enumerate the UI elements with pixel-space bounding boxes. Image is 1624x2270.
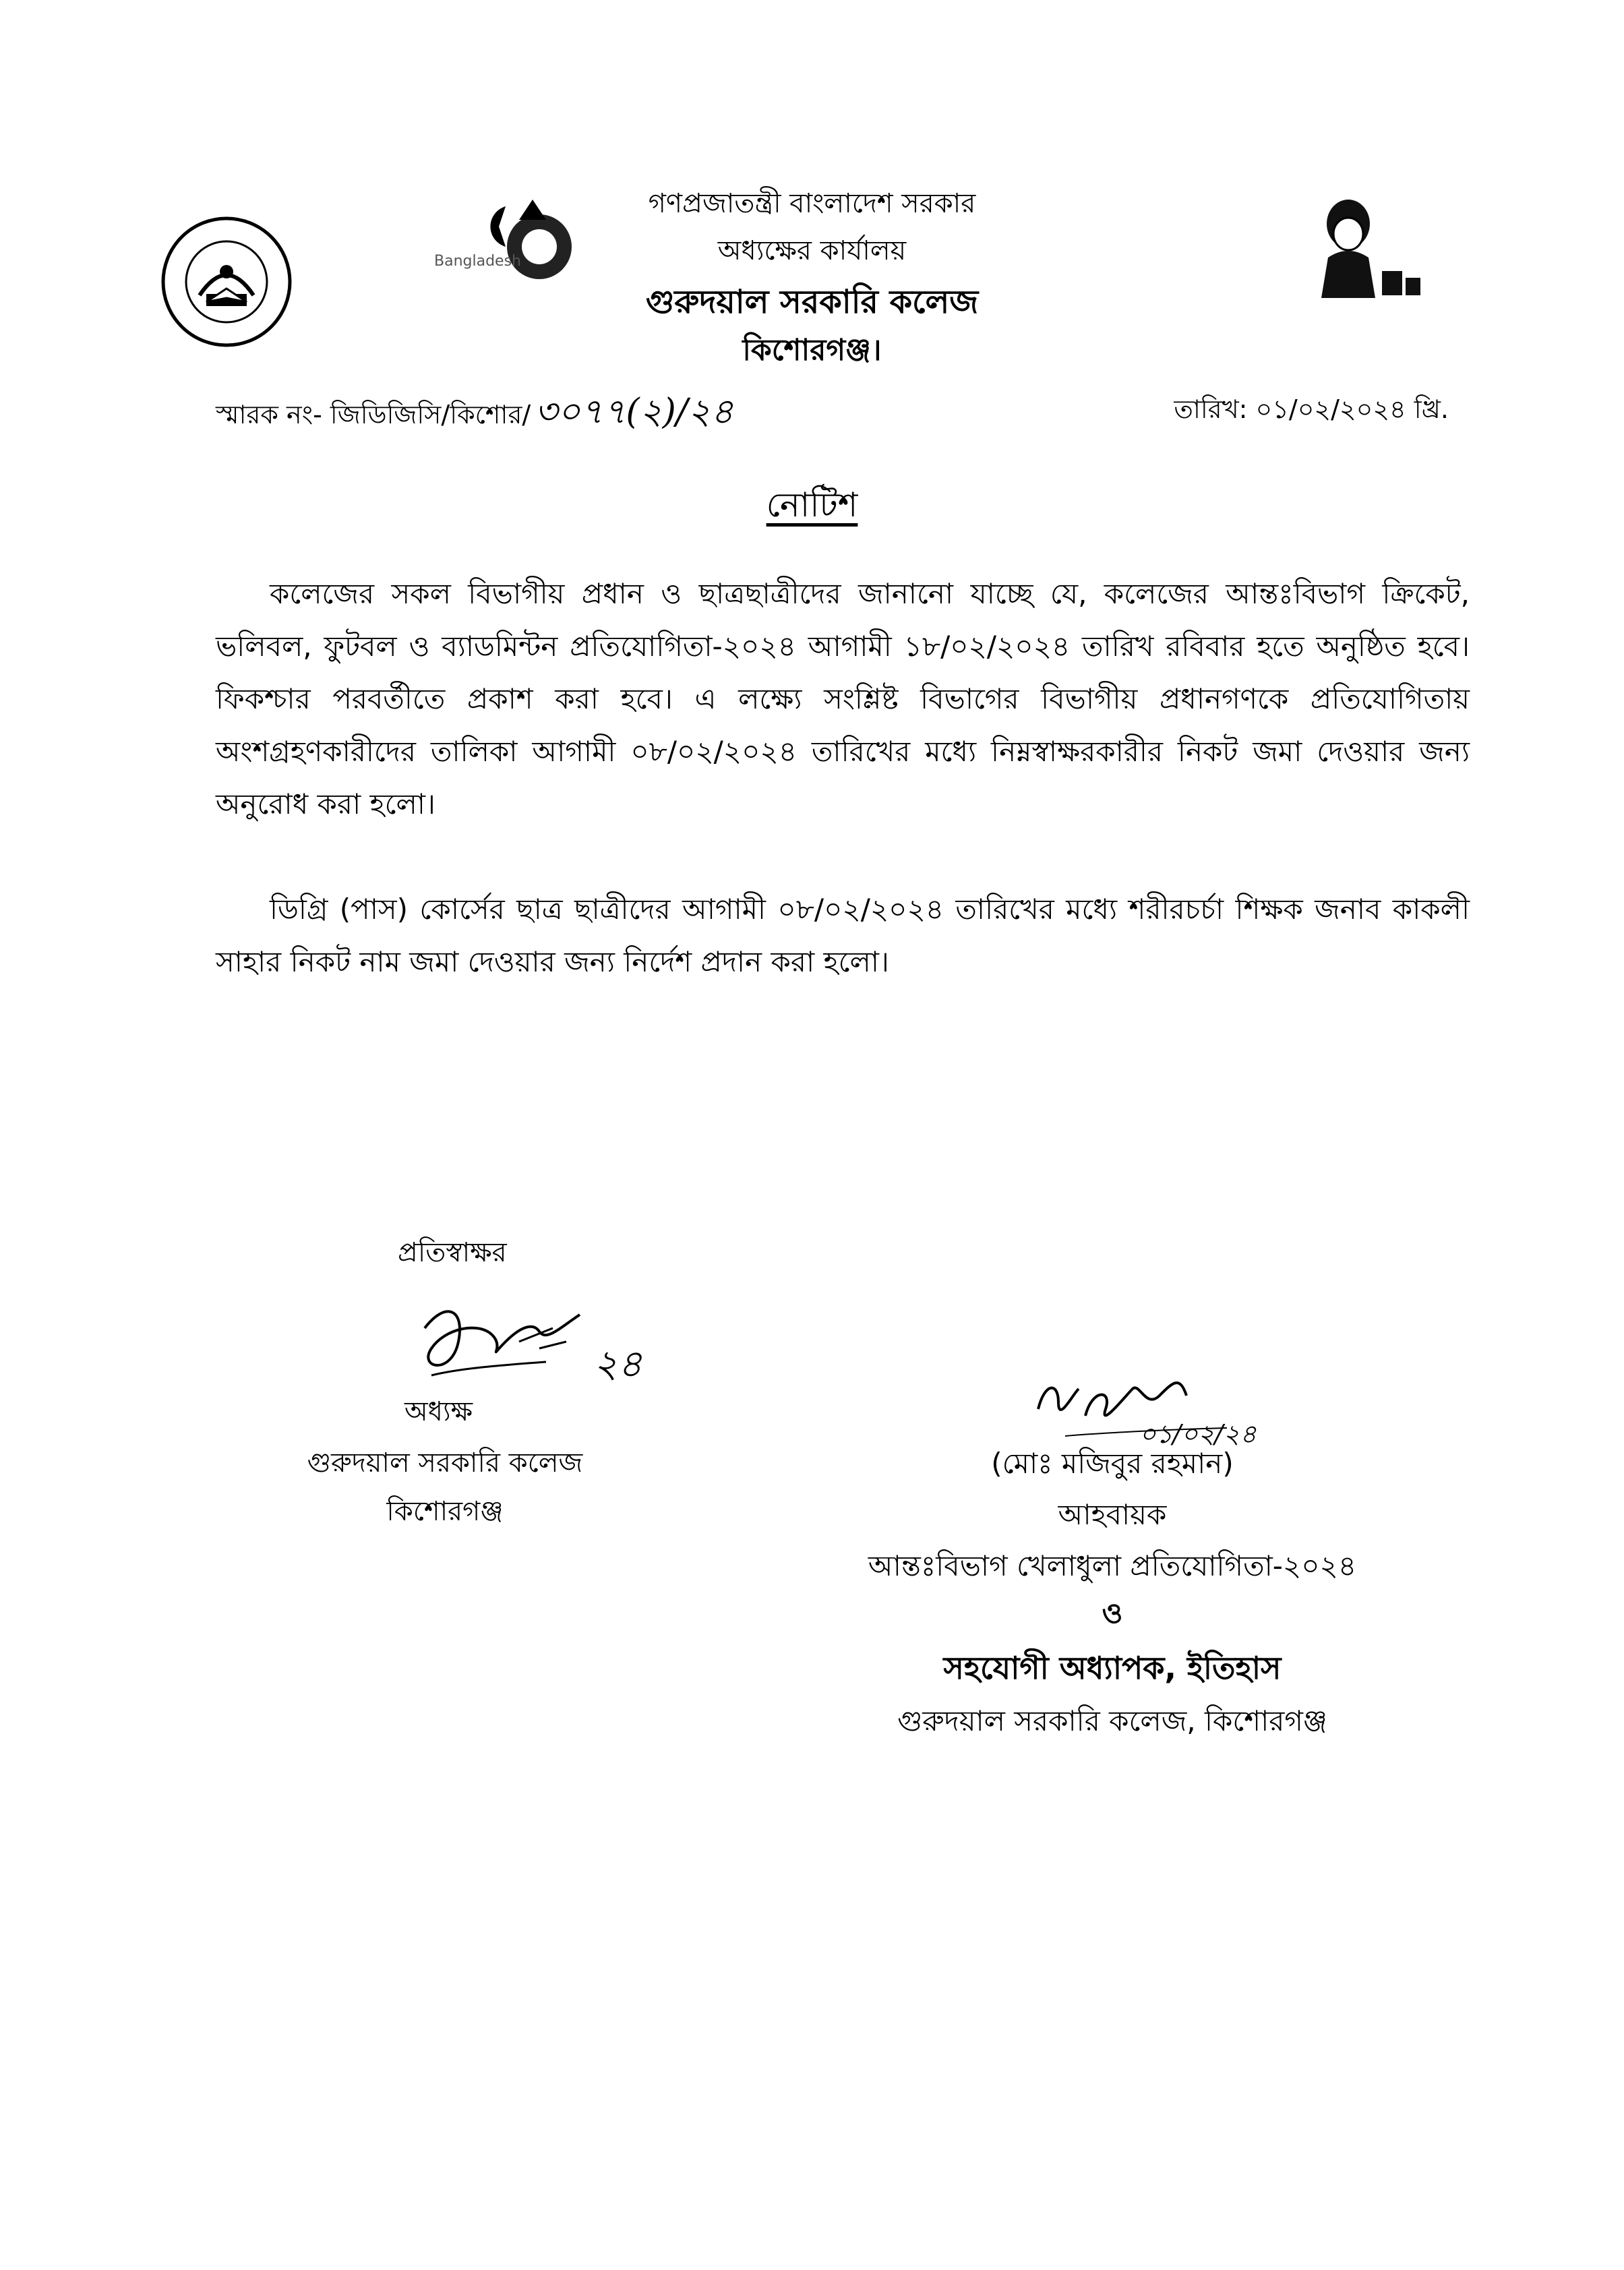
- memo-reference-prefix: স্মারক নং- জিডিজিসি/কিশোর/: [216, 400, 531, 429]
- notice-paragraph-2: [216, 883, 1470, 988]
- convener-institution: গুরুদয়াল সরকারি কলেজ, কিশোরগঞ্জ: [897, 1704, 1327, 1737]
- college-city: কিশোরগঞ্জ।: [742, 333, 882, 367]
- convener-designation: সহযোগী অধ্যাপক, ইতিহাস: [943, 1650, 1282, 1686]
- memo-date: তারিখ: ০১/০২/২০২৪ খ্রি.: [1174, 394, 1449, 424]
- memo-reference-handwritten: ৩০৭৭(২)/২৪: [535, 392, 733, 432]
- principal-city: কিশোরগঞ্জ: [386, 1496, 504, 1527]
- convener-name: (মোঃ মজিবুর রহমান): [991, 1447, 1234, 1480]
- principal-institution: গুরুদয়াল সরকারি কলেজ: [307, 1447, 583, 1479]
- notice-paragraph-1: [216, 568, 1470, 831]
- notice-paragraph-2-text: ডিগ্রি (পাস) কোর্সের ছাত্র ছাত্রীদের আগামী ০৮/০২/২০২৪ তারিখের মধ্যে শরীরচর্চা শিক্ষক জনাব কাকলী সাহার নিকট নাম জমা দেওয়ার জন্য নির্দেশ প্রদান করা হলো।: [216, 893, 1470, 978]
- office-name: অধ্যক্ষের কার্যালয়: [717, 235, 907, 266]
- principal-signature: [404, 1301, 647, 1402]
- conjunction: ও: [1102, 1596, 1123, 1630]
- notice-title-text: নোটিশ: [766, 485, 858, 525]
- government-name: গণপ্রজাতন্ত্রী বাংলাদেশ সরকার: [648, 188, 976, 219]
- countersign-label: প্রতিস্বাক্ষর: [398, 1237, 507, 1268]
- convener-signature-date: ০১/০২/২৪: [1139, 1419, 1257, 1449]
- logo-wordmark: Bangladesh: [434, 253, 521, 270]
- notice-title: [0, 480, 1624, 536]
- notice-paragraph-1-text: কলেজের সকল বিভাগীয় প্রধান ও ছাত্রছাত্রীদের জানানো যাচ্ছে যে, কলেজের আন্তঃবিভাগ ক্রিকেট, ভলিবল, ফুটবল ও ব্যাডমিন্টন প্রতিযোগিতা-২০২৪ আগামী ১৮/০২/২০২৪ তারিখ রবিবার হতে অনুষ্ঠিত হবে। ফিকশ্চার পরবর্তীতে প্রকাশ করা হবে। এ লক্ষ্যে সংশ্লিষ্ট বিভাগের বিভাগীয় প্রধানগণকে প্রতিযোগিতায় অংশগ্রহণকারীদের তালিকা আগামী ০৮/০২/২০২৪ তারিখের মধ্যে নিম্নস্বাক্ষরকারীর নিকট জমা দেওয়ার জন্য অনুরোধ করা হলো।: [216, 577, 1470, 820]
- principal-signature-date: ২৪: [593, 1342, 642, 1386]
- committee-name: আন্তঃবিভাগ খেলাধুলা প্রতিযোগিতা-২০২৪: [868, 1549, 1357, 1582]
- college-name: গুরুদয়াল সরকারি কলেজ: [645, 283, 979, 321]
- convener-role: আহবায়ক: [1058, 1498, 1167, 1531]
- principal-title: অধ্যক্ষ: [404, 1396, 473, 1427]
- memo-reference: [216, 384, 733, 443]
